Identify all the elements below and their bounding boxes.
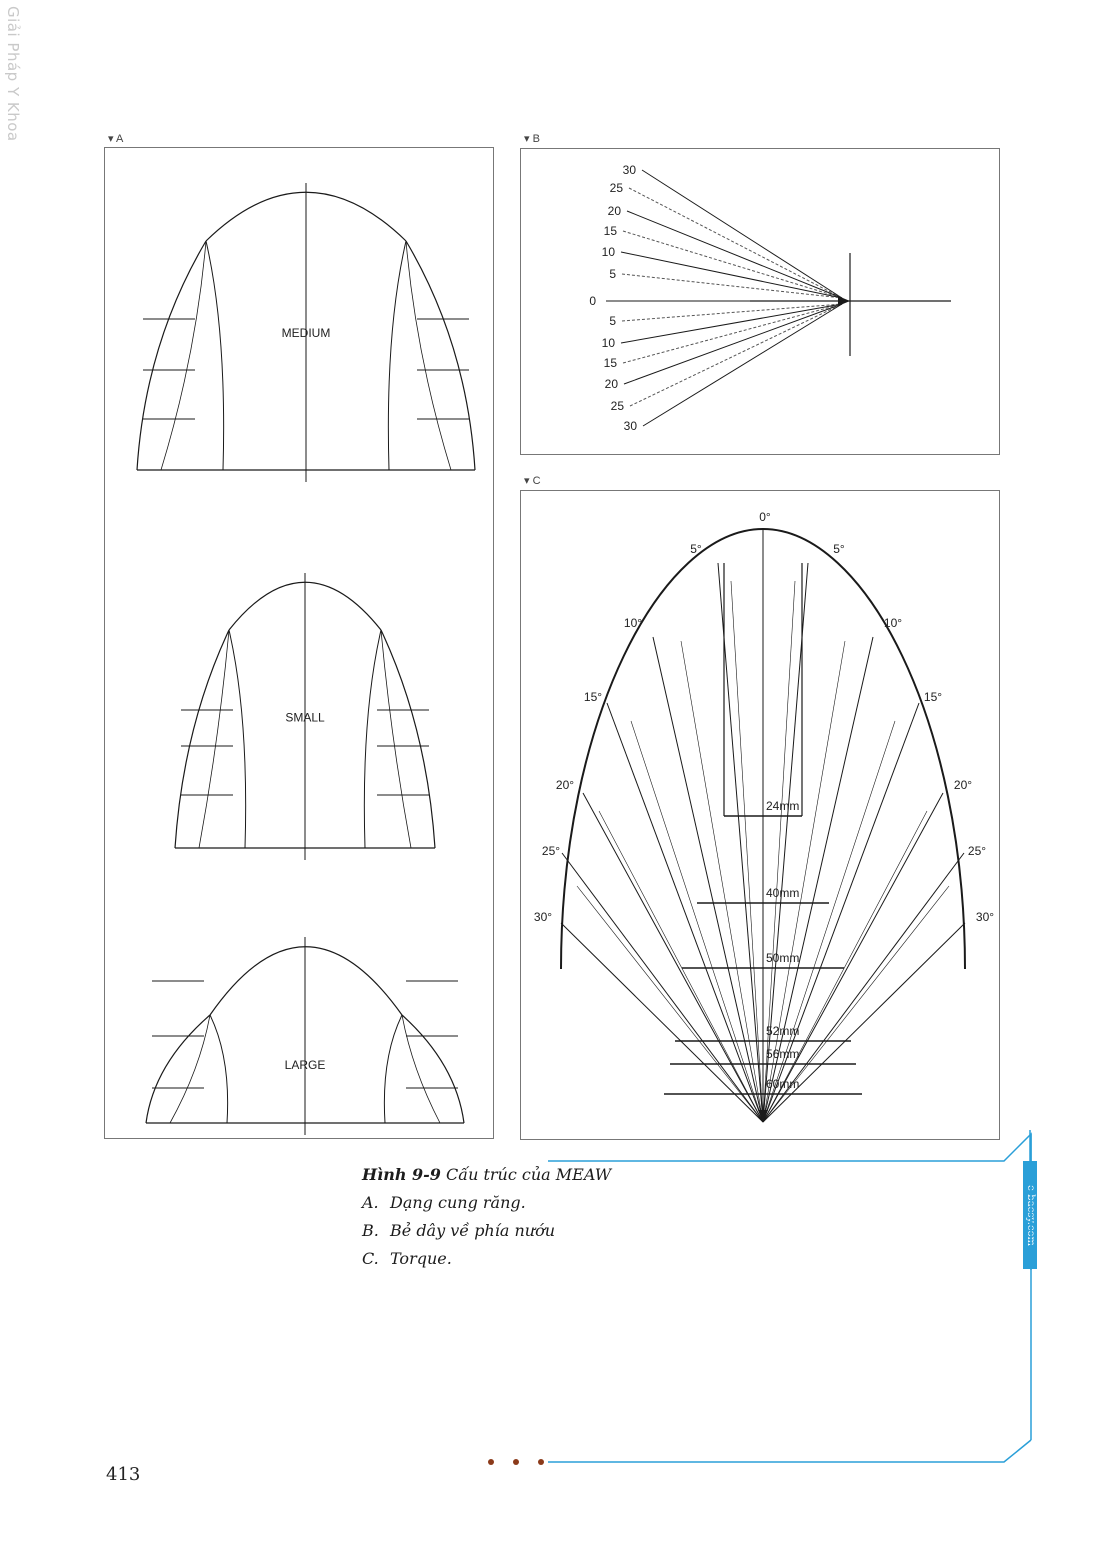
caption-item-b	[362, 1221, 822, 1249]
bend-angle-label: 30	[622, 163, 636, 177]
torque-angle-label: 25°	[541, 844, 561, 858]
gingival-bend-figure	[521, 149, 999, 454]
arch-forms-figure	[105, 148, 493, 1138]
torque-width-label: 40mm	[766, 886, 800, 900]
torque-angle-label: 10°	[623, 616, 643, 630]
bend-angle-label: 15	[603, 356, 617, 370]
torque-width-label: 50mm	[766, 951, 800, 965]
torque-width-label: 60mm	[766, 1077, 800, 1091]
torque-ray	[653, 637, 763, 1122]
figure-caption	[362, 1165, 822, 1277]
caption-item-text: Bẻ dây về phía nướu	[390, 1221, 556, 1240]
bend-line-lower	[624, 304, 842, 384]
torque-fine-ray	[763, 811, 927, 1122]
bend-vertex	[838, 296, 850, 306]
torque-ray	[607, 703, 763, 1122]
torque-fine-ray	[577, 886, 763, 1122]
bend-angle-label: 25	[609, 181, 623, 195]
torque-angle-label: 5°	[690, 542, 702, 556]
bend-line-lower	[621, 304, 842, 343]
panel-b-label: ▾ B	[524, 133, 540, 145]
torque-angle-label: 30°	[975, 910, 995, 924]
torque-fine-ray	[631, 721, 763, 1122]
caption-item-letter: A.	[362, 1193, 379, 1212]
bend-line-lower	[643, 304, 842, 426]
caption-item-text: Torque.	[390, 1249, 452, 1268]
panel-c-label: ▾ C	[524, 475, 541, 487]
torque-ray	[583, 793, 763, 1122]
panel-c	[520, 490, 1000, 1140]
arch-outer-curve-right	[406, 241, 475, 470]
arch-outer-curve-left	[175, 630, 229, 848]
panel-a-label: ▾ A	[108, 133, 124, 145]
bend-line-upper	[627, 211, 842, 298]
torque-angle-label: 15°	[923, 690, 943, 704]
arch-outer-curve-left	[146, 1015, 210, 1123]
torque-fine-ray	[681, 641, 763, 1122]
arch-size-label: LARGE	[284, 1058, 326, 1072]
arch-mid-curve-right	[406, 241, 451, 470]
caption-item-a	[362, 1193, 822, 1221]
footer-dot	[538, 1459, 544, 1465]
torque-angle-label: 10°	[883, 616, 903, 630]
torque-ray	[718, 563, 763, 1122]
arch-mid-curve-right	[402, 1015, 440, 1123]
page-number: 413	[106, 1464, 141, 1485]
torque-width-label: 52mm	[766, 1024, 800, 1038]
torque-ray	[763, 563, 808, 1122]
torque-fine-ray	[763, 721, 895, 1122]
figure-number: Hình 9-9	[362, 1165, 441, 1184]
bend-angle-label: 25	[610, 399, 624, 413]
bend-angle-label: 30	[623, 419, 637, 433]
panel-a	[104, 147, 494, 1139]
bend-line-upper	[642, 170, 842, 298]
arch-mid-curve-left	[199, 630, 229, 848]
torque-angle-label: 30°	[533, 910, 553, 924]
bend-angle-label: 20	[604, 377, 618, 391]
bend-line-upper	[622, 274, 842, 298]
arch-mid-curve-left	[170, 1015, 210, 1123]
caption-item-c	[362, 1249, 822, 1277]
torque-angle-label: 25°	[967, 844, 987, 858]
arch-mid-curve-left	[161, 241, 206, 470]
caption-item-letter: B.	[362, 1221, 379, 1240]
arch-anterior-curve	[210, 947, 402, 1015]
arch-inner-curve-right	[364, 630, 381, 848]
caption-item-text: Dạng cung răng.	[390, 1193, 526, 1212]
bend-angle-label: 10	[601, 245, 615, 259]
side-watermark: Giải Pháp Y Khoa	[4, 6, 22, 142]
torque-angle-label: 20°	[555, 778, 575, 792]
torque-width-label: 56mm	[766, 1047, 800, 1061]
footer-decoration	[470, 1100, 1040, 1170]
torque-angle-label: 20°	[953, 778, 973, 792]
bend-line-lower	[630, 304, 842, 406]
bend-angle-label: 5	[609, 267, 616, 281]
arch-outer-curve-left	[137, 241, 206, 470]
bend-angle-label: 20	[607, 204, 621, 218]
torque-fine-ray	[599, 811, 763, 1122]
bend-line-upper	[629, 188, 842, 298]
arch-mid-curve-right	[381, 630, 411, 848]
arch-inner-curve-left	[210, 1015, 228, 1123]
torque-figure	[521, 491, 999, 1139]
footer-dot	[488, 1459, 494, 1465]
arch-inner-curve-left	[206, 241, 224, 470]
arch-inner-curve-right	[384, 1015, 402, 1123]
arch-size-label: SMALL	[285, 710, 325, 725]
caption-item-letter: C.	[362, 1249, 379, 1268]
panel-b	[520, 148, 1000, 455]
arch-inner-curve-left	[229, 630, 246, 848]
torque-angle-label: 15°	[583, 690, 603, 704]
bend-angle-label: 0	[589, 294, 596, 308]
arch-size-label: MEDIUM	[281, 326, 331, 341]
arch-outer-curve-right	[381, 630, 435, 848]
source-badge: e-bacsy.com	[1023, 1161, 1037, 1269]
bend-line-upper	[621, 252, 842, 298]
torque-angle-label: 0°	[759, 510, 771, 524]
torque-angle-label: 5°	[833, 542, 845, 556]
bend-angle-label: 10	[601, 336, 615, 350]
bend-angle-label: 5	[609, 314, 616, 328]
arch-outer-curve-right	[402, 1015, 464, 1123]
bend-angle-label: 15	[603, 224, 617, 238]
figure-title: Cấu trúc của MEAW	[440, 1165, 612, 1184]
footer-corner	[548, 1440, 1031, 1462]
torque-ray	[561, 923, 763, 1122]
arch-inner-curve-right	[388, 241, 406, 470]
footer-dot	[513, 1459, 519, 1465]
torque-width-label: 24mm	[766, 799, 800, 813]
